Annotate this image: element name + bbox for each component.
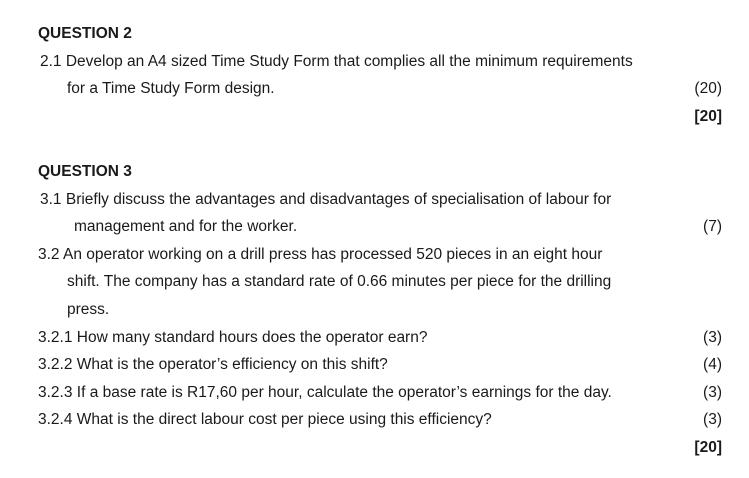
q3-2-3-marks: (3) (703, 384, 722, 401)
q3-2-3-text: 3.2.3 If a base rate is R17,60 per hour, calculate the operator’s earnings for the day. (38, 384, 612, 401)
q2-1-text-line2: for a Time Study Form design. (67, 80, 275, 97)
q3-2-2-text: 3.2.2 What is the operator’s efficiency on this shift? (38, 356, 388, 373)
q3-2-1-marks: (3) (703, 329, 722, 346)
q2-1-text-line1: 2.1 Develop an A4 sized Time Study Form that complies all the minimum requirements (40, 53, 633, 70)
question-3-heading: QUESTION 3 (38, 163, 132, 180)
q3-2-text-line2: shift. The company has a standard rate of 0.66 minutes per piece for the drilling (67, 273, 612, 290)
q3-2-4-marks: (3) (703, 411, 722, 428)
question-2-heading: QUESTION 2 (38, 25, 132, 42)
q3-2-4-text: 3.2.4 What is the direct labour cost per piece using this efficiency? (38, 411, 492, 428)
q3-1-text-line2: management and for the worker. (74, 218, 298, 235)
q3-2-text-line3: press. (67, 301, 110, 318)
q3-2-text-line1: 3.2 An operator working on a drill press has processed 520 pieces in an eight hour (38, 246, 603, 263)
q2-total-marks: [20] (694, 108, 722, 125)
q3-1-text-line1: 3.1 Briefly discuss the advantages and disadvantages of specialisation of labour for (40, 191, 612, 208)
q2-1-marks: (20) (694, 80, 722, 97)
q3-2-2-marks: (4) (703, 356, 722, 373)
q3-total-marks: [20] (694, 439, 722, 456)
q3-1-marks: (7) (703, 218, 722, 235)
q3-2-1-text: 3.2.1 How many standard hours does the operator earn? (38, 329, 428, 346)
